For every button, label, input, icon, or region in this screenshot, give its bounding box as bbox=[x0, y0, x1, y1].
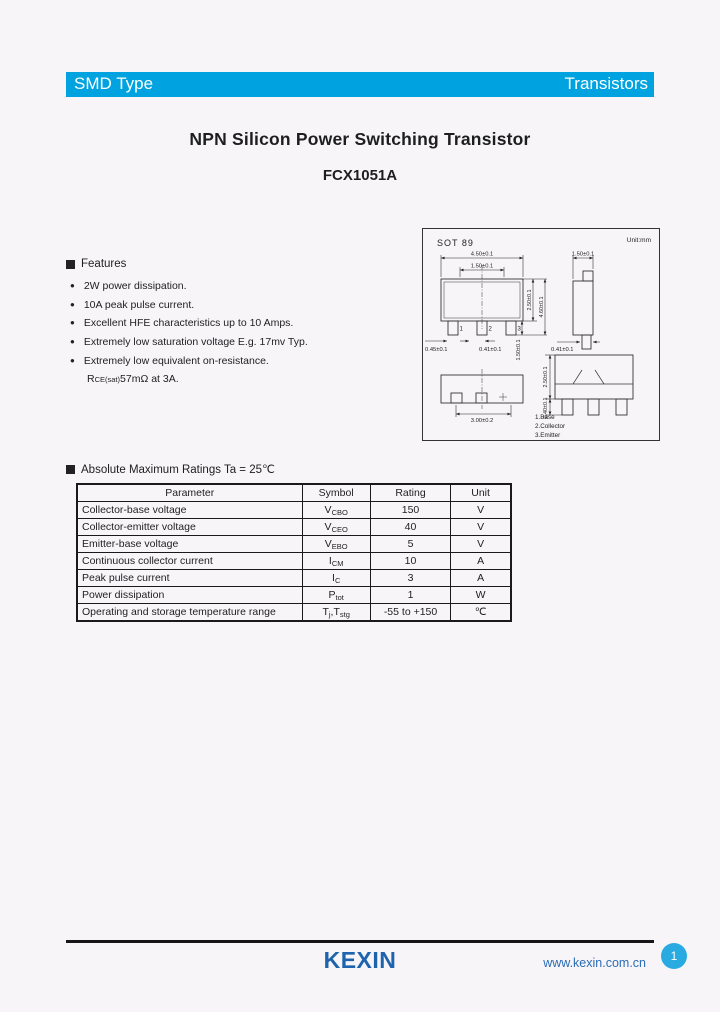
feature-item bbox=[70, 314, 308, 333]
symbol-subscript: CM bbox=[331, 558, 344, 568]
part-number: FCX1051A bbox=[322, 167, 398, 184]
dim-lead-outer: 0.45±0.1 bbox=[425, 347, 448, 353]
symbol-text: I bbox=[332, 571, 335, 584]
feature-text: 2W power dissipation. bbox=[83, 280, 187, 293]
back-view bbox=[555, 355, 633, 415]
dim-body-width: 4.50±0.1 bbox=[470, 251, 494, 258]
feature-item bbox=[70, 351, 308, 370]
header-left-label: SMD Type bbox=[74, 74, 154, 93]
package-outline-svg bbox=[423, 229, 659, 440]
bottom-view bbox=[441, 369, 523, 409]
symbol-text: R bbox=[87, 373, 95, 386]
symbol-text: P bbox=[328, 588, 336, 601]
symbol-cell bbox=[302, 536, 370, 553]
circle-bullet-icon: ● bbox=[70, 337, 75, 347]
dim-tab-width: 1.50±0.1 bbox=[470, 263, 494, 270]
legend-collector: 2.Collector bbox=[535, 423, 566, 430]
table-row bbox=[77, 587, 511, 604]
rating-cell: 40 bbox=[370, 519, 450, 536]
parameter-cell: Continuous collector current bbox=[77, 553, 302, 570]
feature-note bbox=[87, 370, 308, 389]
unit-cell: A bbox=[451, 553, 511, 570]
pin-3-label: 3 bbox=[517, 326, 521, 333]
dim-side-lead: 0.41±0.1 bbox=[551, 347, 574, 353]
parameter-cell: Operating and storage temperature range bbox=[77, 604, 302, 622]
table-row bbox=[77, 570, 511, 587]
dim-side-thickness: 1.50±0.1 bbox=[571, 251, 595, 258]
side-view bbox=[573, 271, 593, 349]
square-bullet-icon bbox=[66, 465, 75, 474]
symbol-text: ,T bbox=[330, 605, 340, 618]
rating-cell: 10 bbox=[370, 553, 450, 570]
ratings-table bbox=[76, 483, 512, 622]
pin-1-label: 1 bbox=[459, 326, 463, 333]
table-header-row bbox=[77, 484, 511, 502]
ratings-heading bbox=[66, 462, 275, 476]
symbol-subscript: C bbox=[334, 575, 341, 585]
table-row bbox=[77, 519, 511, 536]
website-url: www.kexin.com.cn bbox=[543, 956, 646, 970]
table-row bbox=[77, 536, 511, 553]
page-title: NPN Silicon Power Switching Transistor bbox=[189, 129, 531, 149]
table-row bbox=[77, 604, 511, 622]
symbol-text: I bbox=[328, 554, 332, 567]
symbol-subscript: CEO bbox=[331, 524, 348, 534]
feature-text: Excellent HFE characteristics up to 10 Amps. bbox=[83, 317, 294, 330]
legend-base: 1.Base bbox=[535, 414, 555, 421]
rating-cell: -55 to +150 bbox=[370, 604, 450, 622]
rating-cell: 1 bbox=[370, 587, 450, 604]
dim-body-height: 2.50±0.1 bbox=[527, 289, 533, 311]
unit-cell: ℃ bbox=[451, 604, 511, 622]
side-view-dimensions bbox=[557, 255, 600, 342]
unit-cell: V bbox=[451, 536, 511, 553]
dim-lead-width: 0.41±0.1 bbox=[479, 347, 502, 353]
ratings-heading-label: Absolute Maximum Ratings Ta = 25℃ bbox=[81, 464, 275, 476]
dim-back-height: 2.50±0.1 bbox=[543, 366, 549, 388]
page-number: 1 bbox=[670, 949, 678, 963]
features-heading bbox=[66, 258, 126, 270]
symbol-cell bbox=[302, 587, 370, 604]
parameter-cell: Collector-base voltage bbox=[77, 502, 302, 519]
symbol-subscript: CBO bbox=[331, 507, 348, 517]
column-header: Parameter bbox=[77, 484, 302, 502]
symbol-subscript: tot bbox=[335, 592, 344, 602]
dim-total-height: 4.60±0.1 bbox=[539, 296, 545, 318]
symbol-subscript: CE(sat) bbox=[94, 374, 121, 384]
circle-bullet-icon: ● bbox=[70, 299, 75, 309]
column-header: Unit bbox=[451, 484, 511, 502]
parameter-cell: Emitter-base voltage bbox=[77, 536, 302, 553]
unit-cell: V bbox=[451, 519, 511, 536]
feature-item bbox=[70, 333, 308, 352]
legend-emitter: 3.Emitter bbox=[535, 432, 561, 439]
circle-bullet-icon: ● bbox=[70, 318, 75, 328]
package-drawing bbox=[422, 228, 660, 441]
feature-text: Extremely low saturation voltage E.g. 17mv Typ. bbox=[83, 336, 308, 349]
feature-item bbox=[70, 277, 308, 296]
circle-bullet-icon: ● bbox=[70, 355, 75, 365]
header-bar bbox=[66, 72, 654, 97]
parameter-cell: Peak pulse current bbox=[77, 570, 302, 587]
column-header: Symbol bbox=[302, 484, 370, 502]
dim-bottom-pitch: 3.00±0.2 bbox=[470, 418, 494, 424]
feature-item bbox=[70, 296, 308, 315]
symbol-cell bbox=[302, 519, 370, 536]
header-right-label: Transistors bbox=[564, 74, 648, 93]
symbol-text: T bbox=[322, 605, 329, 618]
symbol-text: 57mΩ at 3A. bbox=[120, 373, 179, 386]
dim-lead-length: 1.50±0.1 bbox=[516, 339, 522, 361]
feature-text: 10A peak pulse current. bbox=[83, 298, 195, 311]
rating-cell: 5 bbox=[370, 536, 450, 553]
square-bullet-icon bbox=[66, 260, 75, 269]
page-number-badge bbox=[661, 943, 687, 969]
unit-label: Unit:mm bbox=[626, 237, 651, 244]
rating-cell: 3 bbox=[370, 570, 450, 587]
parameter-cell: Power dissipation bbox=[77, 587, 302, 604]
symbol-text: V bbox=[324, 520, 332, 533]
symbol-text: V bbox=[324, 537, 332, 550]
symbol-subscript: stg bbox=[339, 609, 350, 619]
symbol-subscript: j bbox=[328, 609, 331, 619]
symbol-cell bbox=[302, 604, 370, 622]
features-heading-label: Features bbox=[81, 258, 127, 270]
package-name-label: SOT 89 bbox=[437, 238, 474, 248]
symbol-cell bbox=[302, 570, 370, 587]
circle-bullet-icon: ● bbox=[70, 281, 75, 291]
kexin-logo: KEXIN bbox=[323, 947, 397, 973]
footer-rule bbox=[66, 940, 654, 943]
symbol-cell bbox=[302, 553, 370, 570]
rating-cell: 150 bbox=[370, 502, 450, 519]
front-view bbox=[441, 265, 523, 335]
feature-text: Extremely low equivalent on-resistance. bbox=[83, 354, 269, 367]
bottom-view-dimensions bbox=[456, 405, 511, 417]
unit-cell: W bbox=[451, 587, 511, 604]
table-row bbox=[77, 502, 511, 519]
symbol-subscript: EBO bbox=[331, 541, 348, 551]
pin-2-label: 2 bbox=[488, 326, 492, 333]
symbol-cell bbox=[302, 502, 370, 519]
features-list bbox=[70, 277, 308, 389]
column-header: Rating bbox=[370, 484, 450, 502]
dim-back-lead: 0.40±0.1 bbox=[543, 397, 549, 419]
unit-cell: A bbox=[451, 570, 511, 587]
table-row bbox=[77, 553, 511, 570]
parameter-cell: Collector-emitter voltage bbox=[77, 519, 302, 536]
unit-cell: V bbox=[451, 502, 511, 519]
symbol-text: V bbox=[324, 503, 332, 516]
